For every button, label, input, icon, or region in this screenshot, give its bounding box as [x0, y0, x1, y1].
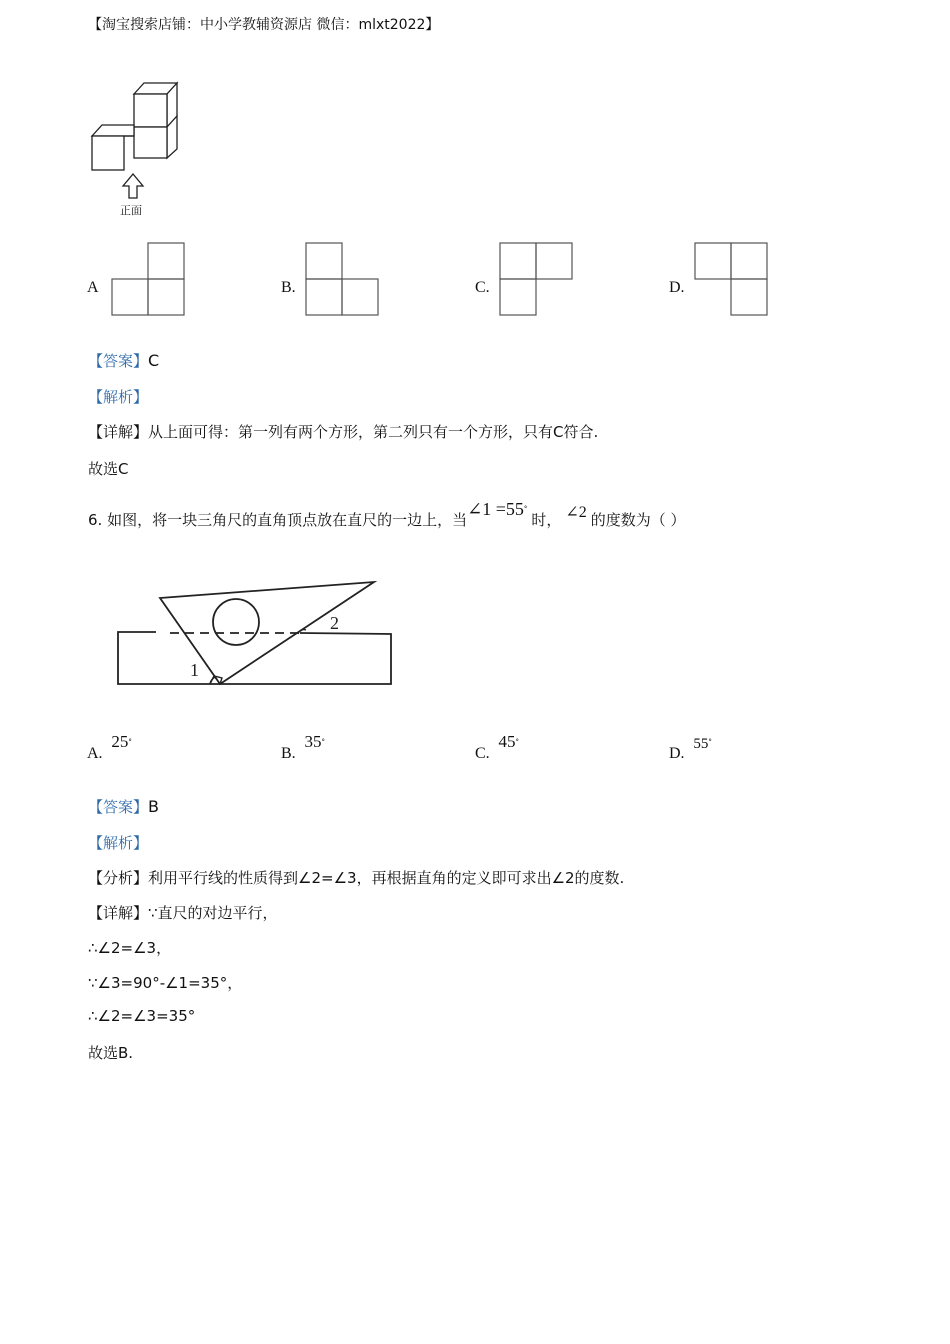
- cube-stack-figure: [86, 78, 206, 228]
- detail-tag: 【详解】: [88, 904, 149, 922]
- q5-conclusion: 故选C: [88, 460, 129, 478]
- q6-angle1: ∠1 =55: [467, 499, 524, 519]
- q6-stem-part2: 时，: [531, 511, 562, 529]
- q6-option-a: [87, 732, 132, 763]
- q6-degree: °: [523, 505, 528, 513]
- q6-option-d-degree: °: [708, 738, 712, 746]
- q5-option-d-label: D.: [669, 279, 685, 296]
- q5-detail: [88, 421, 598, 442]
- q6-option-a-value: 25: [111, 732, 129, 751]
- q6-number: 6.: [88, 511, 103, 529]
- q6-answer: [88, 796, 159, 817]
- q6-stem: [88, 499, 686, 530]
- q5-option-a-figure: [111, 242, 187, 316]
- detail-text: 从上面可得：第一列有两个方形，第二列只有一个方形，只有C符合.: [148, 423, 599, 441]
- q6-option-b-degree: °: [321, 738, 325, 746]
- q5-analysis-tag: 【解析】: [88, 388, 149, 406]
- q6-option-a-degree: °: [128, 738, 132, 746]
- q6-option-b-label: B.: [281, 745, 296, 762]
- answer-value: C: [148, 351, 160, 370]
- q6-stem-part1: 如图，将一块三角尺的直角顶点放在直尺的一边上，当: [107, 511, 468, 529]
- analysis-text: 利用平行线的性质得到∠2=∠3，再根据直角的定义即可求出∠2的度数.: [148, 869, 625, 887]
- q6-option-c-value: 45: [498, 732, 516, 751]
- figure-label-1: 1: [190, 660, 199, 680]
- q5-option-c-figure: [499, 242, 575, 316]
- q6-option-c: [475, 732, 519, 763]
- page-header: 【淘宝搜索店铺：中小学教辅资源店 微信：mlxt2022】: [88, 17, 440, 33]
- q6-analysis-tag: 【解析】: [88, 834, 149, 852]
- q6-analysis: [88, 867, 624, 888]
- q6-angle2: ∠2: [565, 504, 587, 521]
- ruler-triangle-figure: [110, 572, 410, 702]
- answer-value: B: [148, 797, 159, 816]
- front-view-caption: 正面: [120, 204, 142, 217]
- q6-option-c-degree: °: [515, 738, 519, 746]
- detail-tag: 【详解】: [88, 423, 149, 441]
- q6-option-a-label: A.: [87, 745, 103, 762]
- q6-option-d-value: 55: [693, 736, 709, 752]
- q6-detail-line-0: [88, 902, 278, 923]
- q5-option-a-label: A: [87, 279, 99, 296]
- figure-label-2: 2: [330, 613, 339, 633]
- detail-text: ∵直尺的对边平行，: [148, 904, 278, 922]
- q6-option-d: [669, 738, 712, 763]
- q5-option-b-label: B.: [281, 279, 296, 296]
- q6-option-d-label: D.: [669, 745, 685, 762]
- q5-option-d-figure: [694, 242, 770, 316]
- answer-tag: 【答案】: [88, 352, 149, 370]
- q5-option-c-label: C.: [475, 279, 490, 296]
- answer-tag: 【答案】: [88, 798, 149, 816]
- q6-option-b-value: 35: [304, 732, 322, 751]
- q6-detail-line-3: ∴∠2=∠3=35°: [88, 1007, 196, 1025]
- analysis-sub-tag: 【分析】: [88, 869, 149, 887]
- q6-conclusion: 故选B.: [88, 1044, 134, 1062]
- q6-option-b: [281, 732, 325, 763]
- q6-option-c-label: C.: [475, 745, 490, 762]
- q6-stem-part3: 的度数为（ ）: [590, 511, 686, 529]
- q5-option-b-figure: [305, 242, 381, 316]
- q6-detail-line-1: ∴∠2=∠3，: [88, 939, 172, 957]
- q5-answer: [88, 350, 159, 371]
- q6-detail-line-2: ∵∠3=90°-∠1=35°，: [88, 974, 243, 992]
